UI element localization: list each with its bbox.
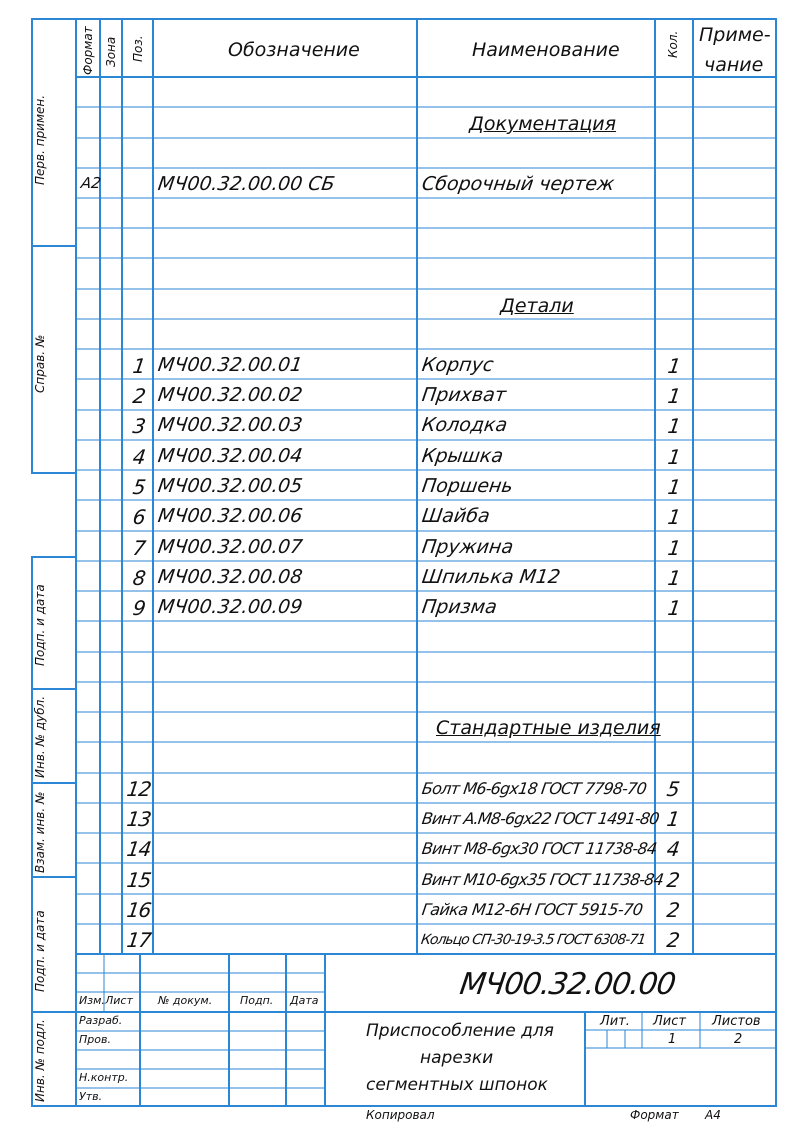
row-qty: 2 (665, 898, 682, 922)
row-designation: МЧ00.32.00.09 (156, 596, 304, 618)
side-label-inv-podl: Инв. № подл. (33, 1019, 47, 1102)
row-designation: МЧ00.32.00.02 (156, 384, 304, 406)
tb-data-label: Дата (290, 994, 319, 1007)
row-qty: 2 (665, 928, 682, 952)
row-qty: 1 (666, 536, 683, 560)
row-pos: 2 (131, 384, 148, 408)
tb-lit-label: Лит. (600, 1014, 630, 1029)
row-pos: 4 (131, 445, 148, 469)
row-name: Гайка М12-6Н ГОСТ 5915-70 (420, 900, 644, 919)
header-note-line2: чание (704, 54, 764, 76)
row-qty: 1 (666, 354, 683, 378)
row-name: Винт М10-6gх35 ГОСТ 11738-84 (420, 870, 665, 889)
row-name: Сборочный чертеж (420, 173, 616, 195)
header-format: Формат (81, 26, 95, 75)
row-name: Прихват (420, 384, 508, 406)
row-name: Винт М8-6gх30 ГОСТ 11738-84 (420, 839, 658, 858)
row-qty: 1 (666, 505, 683, 529)
title-block-doc-code: МЧ00.32.00.00 (457, 967, 678, 1002)
section-documentation: Документация (469, 113, 617, 135)
header-qty: Кол. (666, 30, 680, 58)
row-name: Поршень (420, 475, 515, 497)
row-pos: 9 (131, 596, 148, 620)
header-name: Наименование (472, 39, 620, 61)
tb-sheet-label: Лист (653, 1014, 686, 1029)
tb-no-dokum-label: № докум. (158, 994, 213, 1007)
row-format: A2 (79, 174, 103, 192)
row-designation: МЧ00.32.00.07 (156, 536, 304, 558)
row-pos: 6 (131, 505, 148, 529)
row-pos: 13 (125, 807, 153, 831)
row-qty: 1 (666, 596, 683, 620)
footer-format-value: А4 (705, 1108, 721, 1122)
row-name: Кольцо СП-30-19-3.5 ГОСТ 6308-71 (419, 932, 647, 948)
row-name: Крышка (420, 445, 505, 467)
row-name: Призма (420, 596, 499, 618)
row-designation: МЧ00.32.00.05 (156, 475, 304, 497)
row-pos: 12 (125, 777, 153, 801)
tb-utv-label: Утв. (79, 1090, 103, 1103)
row-pos: 8 (131, 566, 148, 590)
row-qty: 2 (665, 868, 682, 892)
header-designation: Обозначение (228, 39, 360, 61)
header-zone: Зона (104, 36, 118, 67)
row-pos: 5 (131, 475, 148, 499)
row-name: Винт А.М8-6gх22 ГОСТ 1491-80 (420, 809, 660, 828)
tb-n-kontr-label: Н.контр. (79, 1071, 129, 1084)
row-pos: 3 (131, 414, 148, 438)
row-name: Шпилька М12 (420, 566, 562, 588)
row-qty: 1 (666, 384, 683, 408)
tb-sheet-value: 1 (668, 1032, 677, 1047)
row-designation: МЧ00.32.00.01 (156, 354, 304, 376)
row-name: Корпус (420, 354, 495, 376)
tb-podp-label: Подп. (240, 994, 274, 1007)
row-qty: 1 (666, 475, 683, 499)
row-qty: 1 (666, 566, 683, 590)
tb-sheets-label: Листов (712, 1014, 761, 1029)
row-designation: МЧ00.32.00.03 (156, 414, 304, 436)
side-label-vzam-inv: Взам. инв. № (33, 791, 47, 873)
row-pos: 16 (125, 898, 153, 922)
row-qty: 4 (665, 837, 682, 861)
tb-prov-label: Пров. (79, 1033, 111, 1046)
row-qty: 1 (665, 807, 682, 831)
row-qty: 1 (666, 445, 683, 469)
tb-title-line1: Приспособление для (366, 1021, 554, 1041)
tb-list-label: Лист (105, 994, 133, 1007)
row-designation: МЧ00.32.00.06 (156, 505, 304, 527)
tb-title-line3: сегментных шпонок (366, 1075, 548, 1095)
side-label-podp-data-1: Подп. и дата (33, 584, 47, 666)
tb-title-line2: нарезки (420, 1048, 494, 1068)
header-note-line1: Приме- (699, 24, 771, 46)
section-details: Детали (500, 295, 574, 317)
row-name: Болт М6-6gх18 ГОСТ 7798-70 (420, 779, 648, 798)
row-pos: 7 (131, 536, 148, 560)
side-label-sprav-no: Справ. № (33, 334, 47, 393)
row-qty: 5 (665, 777, 682, 801)
section-standard: Стандартные изделия (436, 717, 661, 739)
row-pos: 15 (125, 868, 153, 892)
side-label-perv-primen: Перв. примен. (33, 94, 47, 185)
row-qty: 1 (666, 414, 683, 438)
tb-sheets-value: 2 (734, 1032, 743, 1047)
row-pos: 1 (131, 354, 148, 378)
row-name: Пружина (420, 536, 515, 558)
header-pos: Поз. (131, 35, 145, 62)
row-pos: 14 (125, 837, 153, 861)
tb-razrab-label: Разраб. (79, 1014, 123, 1027)
footer-kopiroval: Копировал (366, 1108, 435, 1122)
footer-format-label: Формат (630, 1108, 679, 1122)
side-label-podp-data-2: Подп. и дата (33, 910, 47, 992)
side-label-inv-dubl: Инв. № дубл. (33, 695, 47, 778)
tb-izm-label: Изм. (79, 994, 105, 1007)
row-designation: МЧ00.32.00.04 (156, 445, 304, 467)
row-name: Колодка (420, 414, 509, 436)
row-pos: 17 (125, 928, 153, 952)
row-designation: МЧ00.32.00.00 СБ (156, 173, 337, 195)
row-name: Шайба (420, 505, 492, 527)
row-designation: МЧ00.32.00.08 (156, 566, 304, 588)
